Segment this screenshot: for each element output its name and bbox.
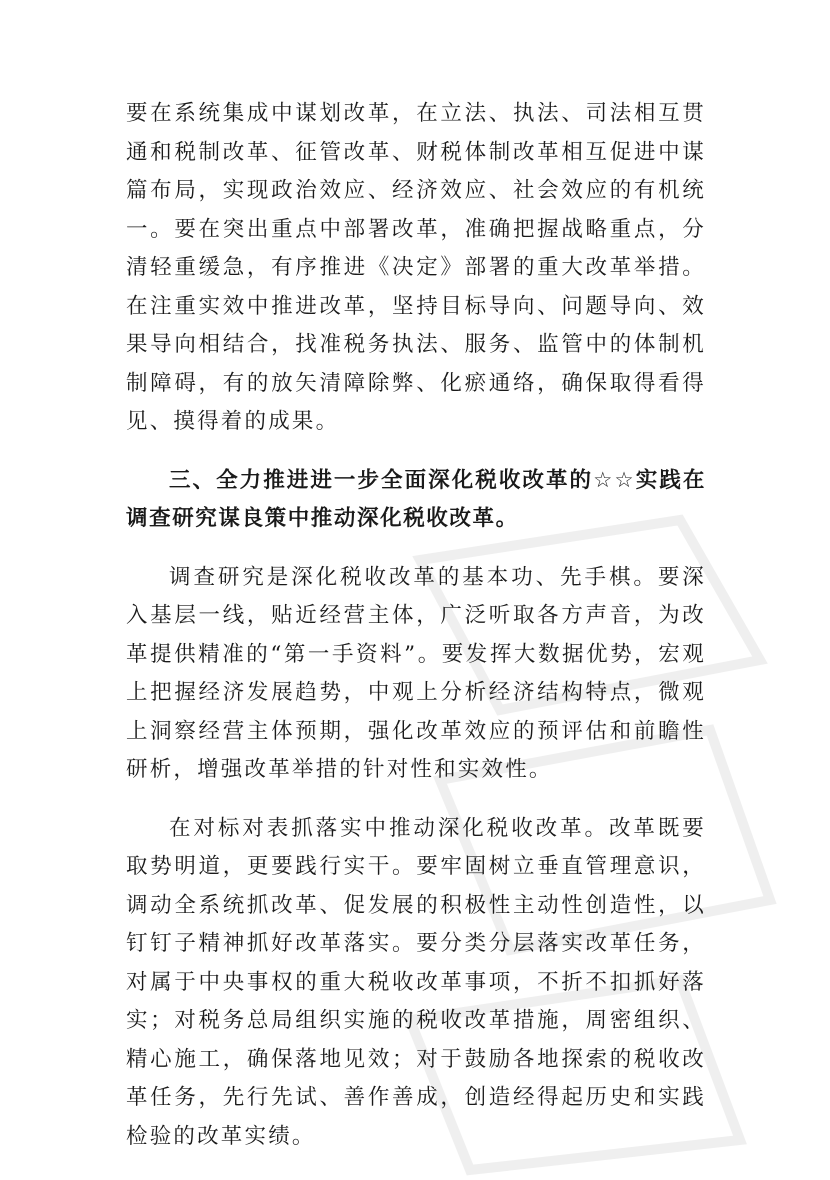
section-heading: 三、全力推进进一步全面深化税收改革的☆☆实践在调查研究谋良策中推动深化税收改革。 [126,467,706,531]
spacer [126,442,706,462]
paragraph-research: 调查研究是深化税收改革的基本功、先手棋。要深入基层一线，贴近经营主体，广泛听取各方声音，为改革提供精准的“第一手资料”。要发挥大数据优势，宏观上把握经济发展趋势，中观上分析经济结构特点，微观上洞察经营主体预期，强化改革效应的预评估和前瞻性研析，增强改革举措的针对性和实效性。 [126,564,706,782]
document-body [126,95,706,1156]
paragraph-implementation: 在对标对表抓落实中推动深化税收改革。改革既要取势明道，更要践行实干。要牢固树立垂直管理意识，调动全系统抓改革、促发展的积极性主动性创造性，以钉钉子精神抓好改革落实。要分类分层落实改革任务，对属于中央事权的重大税收改革事项，不折不扣抓好落实；对税务总局组织实施的税收改革措施，周密组织、精心施工，确保落地见效；对于鼓励各地探索的税收改革任务，先行先试、善作善成，创造经得起历史和实践检验的改革实绩。 [126,815,706,1149]
spacer [126,539,706,559]
paragraph-continuation: 要在系统集成中谋划改革，在立法、执法、司法相互贯通和税制改革、征管改革、财税体制改革相互促进中谋篇布局，实现政治效应、经济效应、社会效应的有机统一。要在突出重点中部署改革，准确把握战略重点，分清轻重缓急，有序推进《决定》部署的重大改革举措。在注重实效中推进改革，坚持目标导向、问题导向、效果导向相结合，找准税务执法、服务、监管中的体制机制障碍，有的放矢清障除弊、化瘀通络，确保取得看得见、摸得着的成果。 [126,101,706,434]
spacer [126,790,706,810]
